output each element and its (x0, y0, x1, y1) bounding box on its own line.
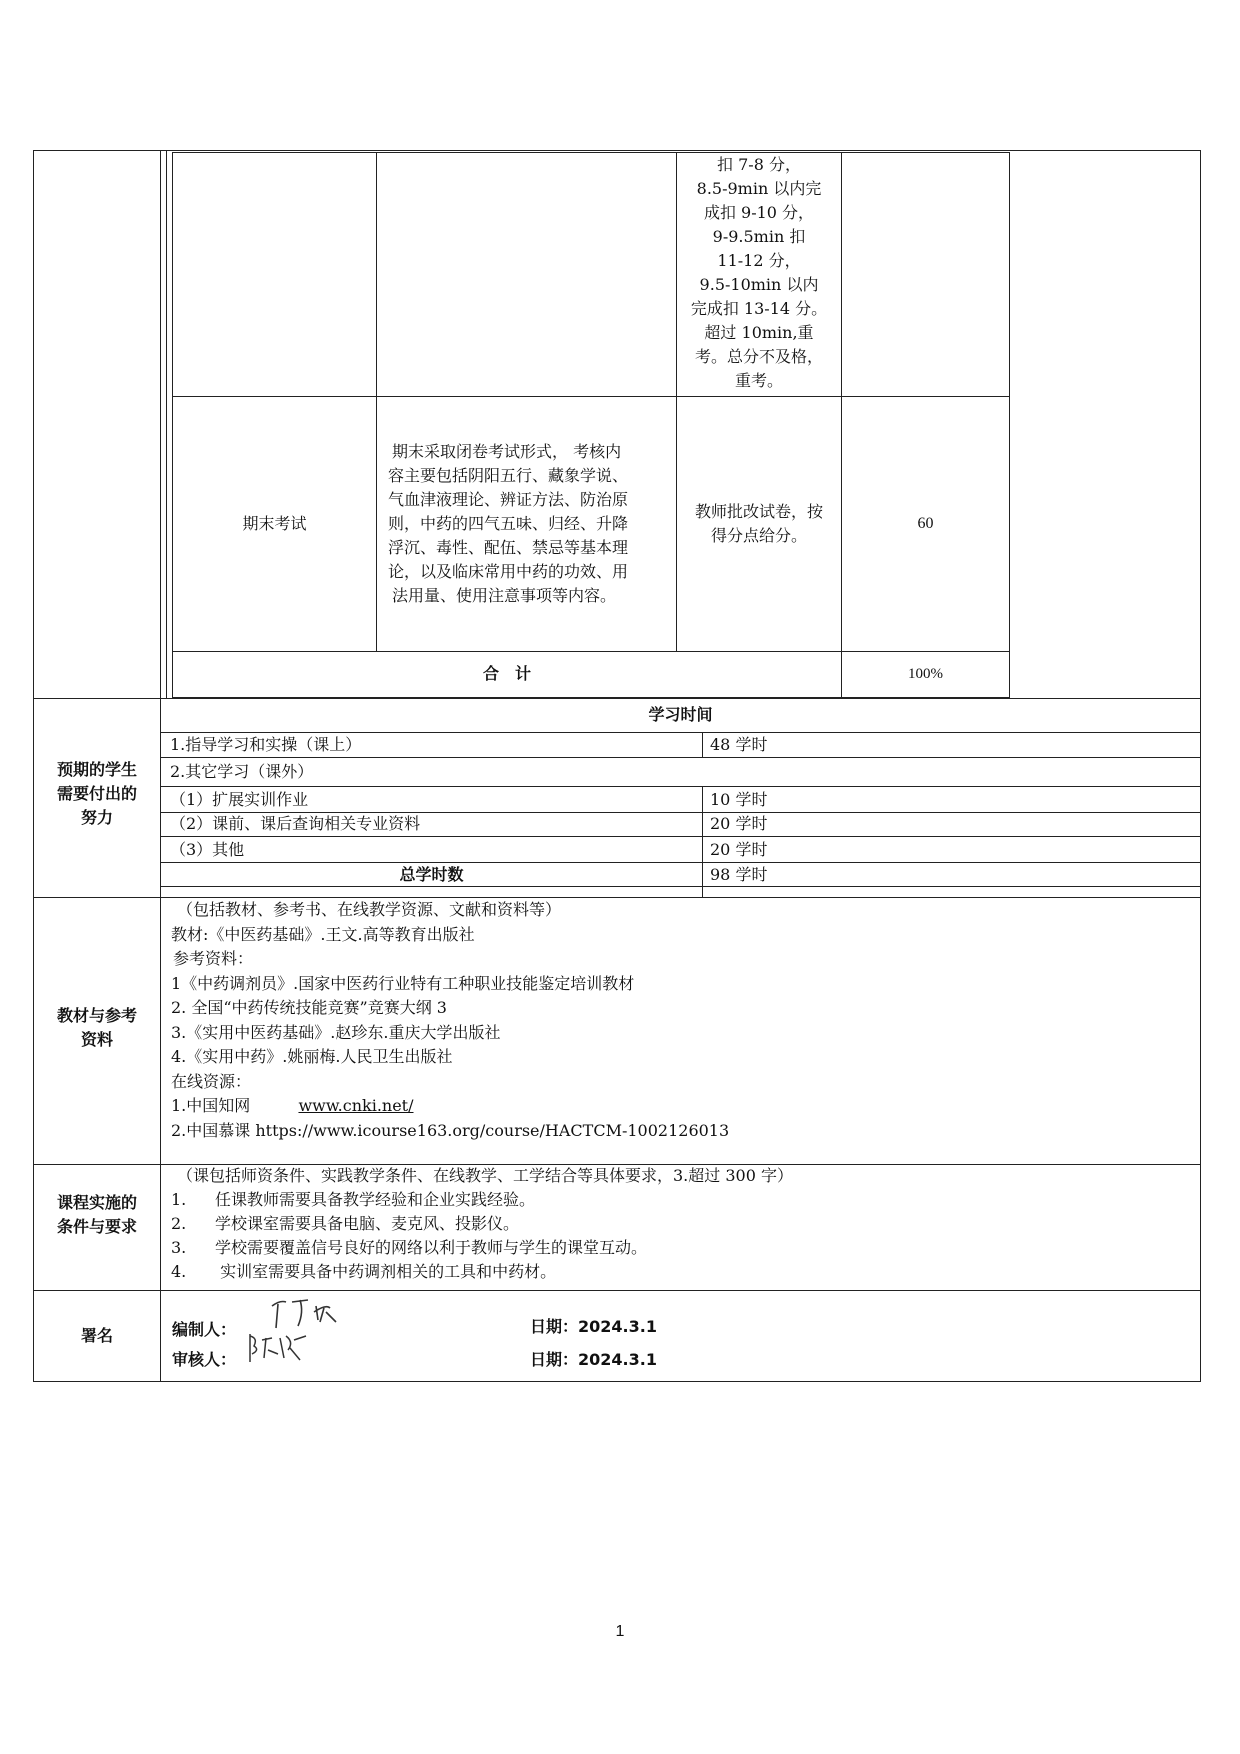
nested-top-border (172, 152, 1010, 153)
conditions-item (171, 1236, 1196, 1260)
criteria-line: 11-12 分， (717, 251, 801, 270)
item-text: 学校需要覆盖信号良好的网络以利于教师与学生的课堂互动。 (215, 1238, 648, 1257)
compiler-label: 编制人： (172, 1320, 237, 1339)
effort-row-label: （1）扩展实训作业 (170, 790, 309, 809)
materials-line: 4.《实用中药》.姚丽梅.人民卫生出版社 (171, 1047, 453, 1066)
effort-row-line (160, 786, 1201, 787)
mooc-line: 2.中国慕课 https://www.icourse163.org/course/HACTCM-1002126013 (171, 1120, 730, 1140)
nested-left-border (172, 152, 173, 697)
effort-row-label: 2.其它学习（课外） (170, 762, 314, 781)
label-line: 课程实施的 (56, 1193, 137, 1212)
page-number: 1 (615, 1623, 625, 1640)
criteria-line: 9-9.5min 扣 (712, 227, 806, 246)
label-column-divider (160, 150, 161, 1382)
conditions-intro: （课包括师资条件、实践教学条件、在线教学、工学结合等具体要求，3.超过 300 字） (177, 1166, 793, 1185)
content-line: 则，中药的四气五味、归经、升降 (388, 514, 629, 533)
conditions-item (171, 1188, 1196, 1212)
final-exam-content (388, 440, 668, 608)
materials-line: 在线资源： (171, 1071, 252, 1091)
review-date: 日期：2024.3.1 (530, 1350, 657, 1369)
item-number: 2. (171, 1214, 187, 1233)
content-line: 法用量、使用注意事项等内容。 (392, 586, 617, 605)
outer-bottom-border (33, 1381, 1201, 1382)
effort-header: 学习时间 (648, 705, 713, 724)
final-exam-criteria (677, 500, 841, 548)
criteria-line: 9.5-10min 以内 (699, 275, 819, 294)
reviewer-signature (244, 1328, 314, 1368)
criteria-line: 8.5-9min 以内完 (696, 179, 822, 198)
assessment-total-label: 合 计 (482, 664, 531, 683)
criteria-line: 考。总分不及格， (694, 347, 823, 366)
compile-date: 日期：2024.3.1 (530, 1317, 657, 1336)
materials-section-label (34, 1004, 160, 1052)
conditions-item (171, 1212, 1196, 1236)
final-exam-label: 期末考试 (242, 514, 307, 533)
item-number: 1. (171, 1190, 187, 1209)
materials-line: （包括教材、参考书、在线教学资源、文献和资料等） (177, 900, 562, 919)
content-line: 论，以及临床常用中药的功效、用 (388, 562, 629, 581)
compiler-signature (262, 1292, 342, 1332)
content-line: 浮沉、毒性、配伍、禁忌等基本理 (388, 538, 629, 557)
reviewer-label: 审核人： (172, 1350, 237, 1369)
outer-right-border (1200, 150, 1201, 1382)
effort-row-label: （2）课前、课后查询相关专业资料 (170, 814, 421, 833)
signature-section-label: 署名 (80, 1326, 113, 1345)
materials-line: 2. 全国“中药传统技能竞赛”竞赛大纲 3 (171, 998, 447, 1017)
effort-total-value: 98 学时 (710, 865, 768, 884)
label-line: 教材与参考 (56, 1006, 137, 1025)
assessment-total-value: 100% (908, 666, 943, 682)
materials-list (171, 898, 1191, 1143)
conditions-list (171, 1164, 1196, 1284)
item-number: 3. (171, 1238, 187, 1257)
criteria-line: 重考。 (734, 371, 783, 390)
effort-row-value: 20 学时 (710, 814, 768, 833)
nested-row-divider-1 (172, 396, 1010, 397)
effort-row-value: 10 学时 (710, 790, 768, 809)
nested-row-divider-2 (172, 651, 1010, 652)
label-line: 预期的学生 (56, 760, 137, 779)
effort-col-divider (702, 786, 703, 898)
effort-row-value: 48 学时 (710, 735, 768, 754)
materials-line: 教材:《中医药基础》.王文.高等教育出版社 (171, 924, 475, 944)
nested-col-divider-1 (376, 152, 377, 651)
item-text: 任课教师需要具备教学经验和企业实践经验。 (215, 1190, 536, 1209)
nested-right-border (1009, 152, 1010, 697)
label-line: 努力 (80, 808, 113, 827)
cnki-link[interactable]: www.cnki.net/ (298, 1096, 414, 1115)
label-line: 条件与要求 (56, 1217, 137, 1236)
effort-section-label (34, 758, 160, 830)
outer-top-border (33, 150, 1201, 151)
materials-line: 1《中药调剂员》.国家中医药行业特有工种职业技能鉴定培训教材 (171, 973, 635, 993)
criteria-line: 得分点给分。 (710, 526, 807, 545)
effort-row-value: 20 学时 (710, 840, 768, 859)
content-line: 期末采取闭卷考试形式， 考核内 (392, 442, 622, 461)
final-exam-weight: 60 (917, 515, 934, 532)
effort-col-divider (702, 732, 703, 757)
materials-line: 参考资料： (173, 949, 254, 968)
effort-row-label: 1.指导学习和实操（课上） (170, 735, 362, 754)
criteria-line: 扣 7-8 分， (717, 155, 801, 174)
effort-row-label: （3）其他 (170, 840, 245, 859)
continued-criteria-cell (677, 153, 841, 393)
item-text: 学校课室需要具备电脑、麦克风、投影仪。 (215, 1214, 520, 1233)
section-divider-4 (33, 1290, 1201, 1291)
nested-left-double-line (166, 150, 167, 698)
item-text: 实训室需要具备中药调剂相关的工具和中药材。 (215, 1262, 557, 1281)
cnki-label: 1.中国知网 (171, 1096, 251, 1115)
criteria-line: 教师批改试卷，按 (694, 502, 823, 521)
label-line: 资料 (80, 1030, 113, 1049)
materials-line: 3.《实用中医药基础》.赵珍东.重庆大学出版社 (171, 1022, 501, 1042)
content-line: 气血津液理论、辨证方法、防治原 (388, 490, 629, 509)
label-line: 需要付出的 (56, 784, 137, 803)
effort-row-line (160, 757, 1201, 758)
content-line: 容主要包括阴阳五行、藏象学说、 (388, 466, 629, 485)
criteria-line: 完成扣 13-14 分。 (690, 299, 828, 318)
effort-row-line (160, 836, 1201, 837)
conditions-item (171, 1260, 1196, 1284)
item-number: 4. (171, 1262, 187, 1281)
nested-col-divider-3 (841, 152, 842, 697)
criteria-line: 超过 10min,重 (704, 323, 814, 342)
effort-total-label: 总学时数 (399, 865, 464, 884)
criteria-line: 成扣 9-10 分， (703, 203, 815, 222)
conditions-section-label (34, 1191, 160, 1239)
materials-line (171, 1094, 1191, 1119)
